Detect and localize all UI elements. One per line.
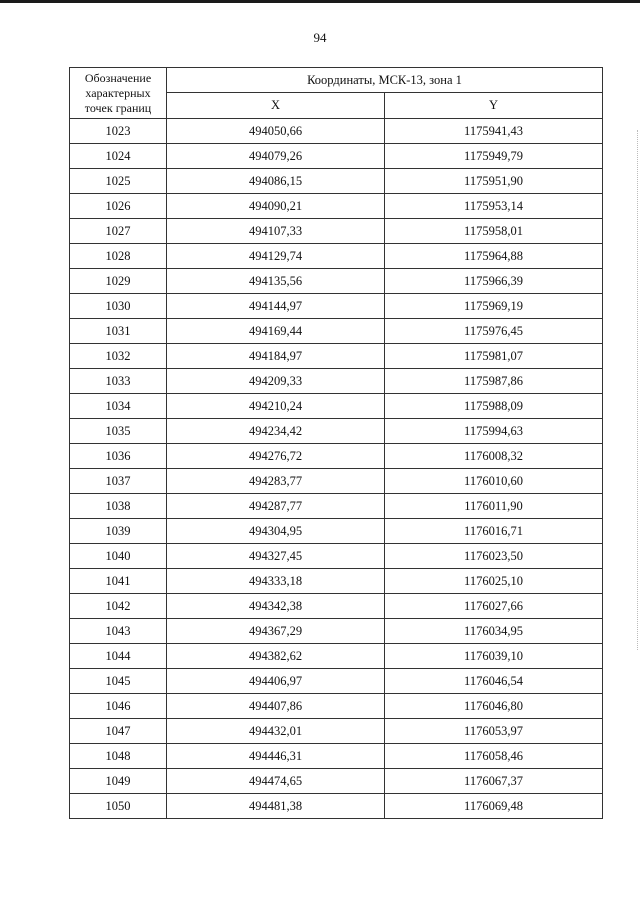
y-coordinate-cell: 1175994,63 <box>385 419 603 444</box>
point-number-cell: 1045 <box>70 669 167 694</box>
y-coordinate-cell: 1175988,09 <box>385 394 603 419</box>
y-coordinate-cell: 1175958,01 <box>385 219 603 244</box>
table-row <box>70 394 603 419</box>
table-row <box>70 444 603 469</box>
table-row <box>70 719 603 744</box>
x-coordinate-cell: 494407,86 <box>167 694 385 719</box>
table-row <box>70 469 603 494</box>
y-coordinate-cell: 1176023,50 <box>385 544 603 569</box>
point-number-cell: 1024 <box>70 144 167 169</box>
point-number-cell: 1027 <box>70 219 167 244</box>
y-coordinate-cell: 1175964,88 <box>385 244 603 269</box>
x-coordinate-cell: 494209,33 <box>167 369 385 394</box>
point-number-cell: 1049 <box>70 769 167 794</box>
x-coordinate-cell: 494327,45 <box>167 544 385 569</box>
point-number-cell: 1025 <box>70 169 167 194</box>
x-coordinate-cell: 494129,74 <box>167 244 385 269</box>
page-number: 94 <box>313 30 327 45</box>
y-coordinate-cell: 1176027,66 <box>385 594 603 619</box>
point-designation-header: Обозначение характерных точек границ <box>70 68 167 119</box>
table-row <box>70 519 603 544</box>
table-row <box>70 169 603 194</box>
table-row <box>70 544 603 569</box>
table-row <box>70 419 603 444</box>
point-number-cell: 1040 <box>70 544 167 569</box>
table-row <box>70 119 603 144</box>
point-number-cell: 1034 <box>70 394 167 419</box>
y-coordinate-cell: 1176039,10 <box>385 644 603 669</box>
point-number-cell: 1029 <box>70 269 167 294</box>
point-number-cell: 1036 <box>70 444 167 469</box>
y-coordinate-cell: 1175976,45 <box>385 319 603 344</box>
table-row <box>70 769 603 794</box>
table-row <box>70 569 603 594</box>
x-coordinate-cell: 494283,77 <box>167 469 385 494</box>
x-coordinate-cell: 494481,38 <box>167 794 385 819</box>
point-number-cell: 1026 <box>70 194 167 219</box>
y-coordinate-cell: 1175966,39 <box>385 269 603 294</box>
x-column-header: X <box>167 93 385 119</box>
x-coordinate-cell: 494382,62 <box>167 644 385 669</box>
table-row <box>70 794 603 819</box>
point-number-cell: 1039 <box>70 519 167 544</box>
coordinates-group-header: Координаты, МСК-13, зона 1 <box>167 68 603 93</box>
y-coordinate-cell: 1176046,54 <box>385 669 603 694</box>
x-coordinate-cell: 494406,97 <box>167 669 385 694</box>
y-coordinate-cell: 1175949,79 <box>385 144 603 169</box>
x-coordinate-cell: 494446,31 <box>167 744 385 769</box>
table-row <box>70 319 603 344</box>
point-number-cell: 1033 <box>70 369 167 394</box>
x-coordinate-cell: 494234,42 <box>167 419 385 444</box>
point-number-cell: 1041 <box>70 569 167 594</box>
table-row <box>70 744 603 769</box>
y-coordinate-cell: 1175969,19 <box>385 294 603 319</box>
x-coordinate-cell: 494474,65 <box>167 769 385 794</box>
table-row <box>70 194 603 219</box>
point-number-cell: 1047 <box>70 719 167 744</box>
point-number-cell: 1043 <box>70 619 167 644</box>
x-coordinate-cell: 494086,15 <box>167 169 385 194</box>
table-row <box>70 594 603 619</box>
point-number-cell: 1038 <box>70 494 167 519</box>
coordinates-table <box>69 67 603 819</box>
table-row <box>70 369 603 394</box>
y-coordinate-cell: 1176025,10 <box>385 569 603 594</box>
y-coordinate-cell: 1175951,90 <box>385 169 603 194</box>
point-number-cell: 1050 <box>70 794 167 819</box>
table-header <box>70 68 603 119</box>
table-row <box>70 344 603 369</box>
y-coordinate-cell: 1176016,71 <box>385 519 603 544</box>
x-coordinate-cell: 494135,56 <box>167 269 385 294</box>
y-column-header: Y <box>385 93 603 119</box>
x-coordinate-cell: 494144,97 <box>167 294 385 319</box>
table-row <box>70 294 603 319</box>
point-number-cell: 1031 <box>70 319 167 344</box>
y-coordinate-cell: 1176008,32 <box>385 444 603 469</box>
table-row <box>70 619 603 644</box>
y-coordinate-cell: 1176046,80 <box>385 694 603 719</box>
x-coordinate-cell: 494169,44 <box>167 319 385 344</box>
table-body <box>70 119 603 819</box>
x-coordinate-cell: 494304,95 <box>167 519 385 544</box>
point-number-cell: 1048 <box>70 744 167 769</box>
x-coordinate-cell: 494079,26 <box>167 144 385 169</box>
table-row <box>70 694 603 719</box>
x-coordinate-cell: 494342,38 <box>167 594 385 619</box>
x-coordinate-cell: 494210,24 <box>167 394 385 419</box>
table-row <box>70 644 603 669</box>
point-number-cell: 1037 <box>70 469 167 494</box>
table-row <box>70 669 603 694</box>
y-coordinate-cell: 1176010,60 <box>385 469 603 494</box>
point-number-cell: 1023 <box>70 119 167 144</box>
y-coordinate-cell: 1175953,14 <box>385 194 603 219</box>
y-coordinate-cell: 1176011,90 <box>385 494 603 519</box>
y-coordinate-cell: 1175941,43 <box>385 119 603 144</box>
y-coordinate-cell: 1176069,48 <box>385 794 603 819</box>
table-row <box>70 219 603 244</box>
x-coordinate-cell: 494367,29 <box>167 619 385 644</box>
point-number-cell: 1046 <box>70 694 167 719</box>
x-coordinate-cell: 494276,72 <box>167 444 385 469</box>
x-coordinate-cell: 494184,97 <box>167 344 385 369</box>
x-coordinate-cell: 494432,01 <box>167 719 385 744</box>
x-coordinate-cell: 494050,66 <box>167 119 385 144</box>
scan-edge-marks <box>635 130 638 650</box>
y-coordinate-cell: 1175981,07 <box>385 344 603 369</box>
x-coordinate-cell: 494107,33 <box>167 219 385 244</box>
x-coordinate-cell: 494090,21 <box>167 194 385 219</box>
table-row <box>70 144 603 169</box>
point-number-cell: 1030 <box>70 294 167 319</box>
point-number-cell: 1035 <box>70 419 167 444</box>
table-row <box>70 244 603 269</box>
point-number-cell: 1032 <box>70 344 167 369</box>
table-row <box>70 269 603 294</box>
header-row-group <box>70 68 603 93</box>
point-number-cell: 1028 <box>70 244 167 269</box>
y-coordinate-cell: 1175987,86 <box>385 369 603 394</box>
y-coordinate-cell: 1176053,97 <box>385 719 603 744</box>
x-coordinate-cell: 494333,18 <box>167 569 385 594</box>
y-coordinate-cell: 1176034,95 <box>385 619 603 644</box>
page-top-edge <box>0 0 640 3</box>
x-coordinate-cell: 494287,77 <box>167 494 385 519</box>
table-row <box>70 494 603 519</box>
y-coordinate-cell: 1176058,46 <box>385 744 603 769</box>
point-number-cell: 1042 <box>70 594 167 619</box>
y-coordinate-cell: 1176067,37 <box>385 769 603 794</box>
point-number-cell: 1044 <box>70 644 167 669</box>
